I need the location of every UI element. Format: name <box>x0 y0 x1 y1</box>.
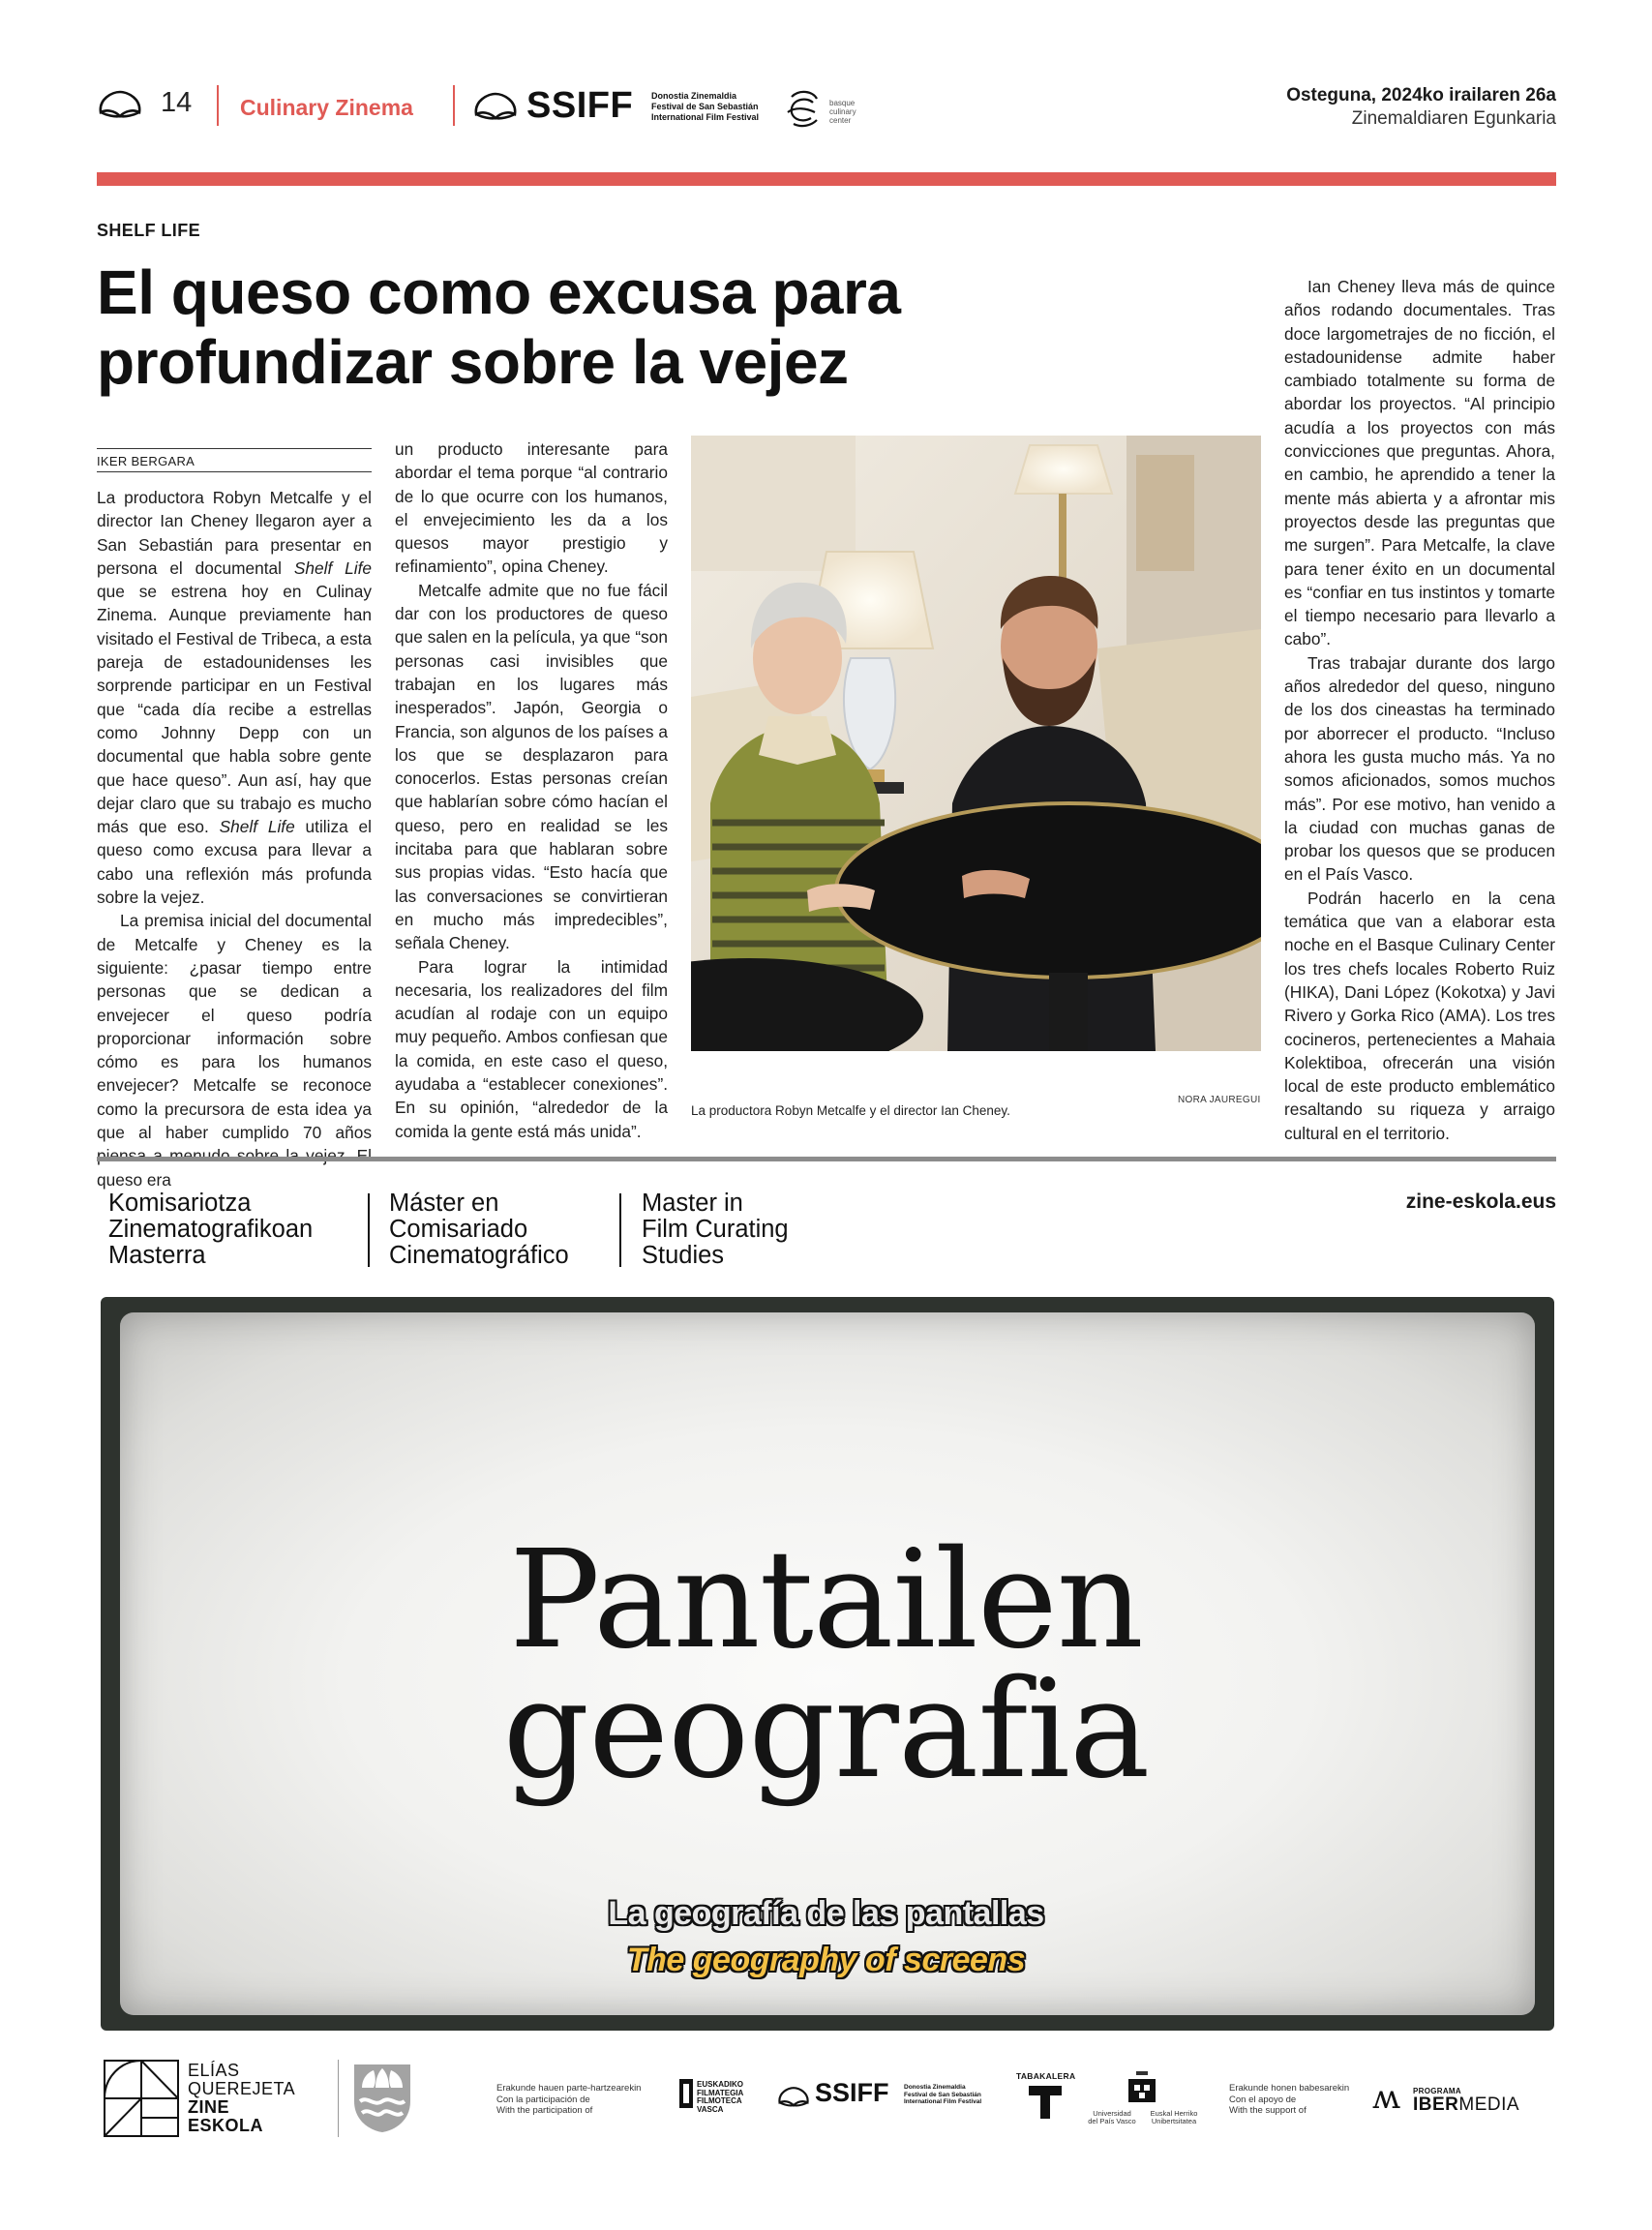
logo-line: VASCA <box>697 2104 724 2114</box>
article-column-2 <box>395 437 668 1143</box>
logo-line: del País Vasco <box>1088 2117 1136 2125</box>
gipuzkoa-shield-icon <box>352 2063 412 2134</box>
article-paragraph: Metcalfe admite que no fue fácil dar con los productores de queso que salen en la película, ya que “son personas casi invisibles que trabajan en los lugares más inesperados”. Japón, Georgia o Francia, son algunos de los países a los que se desplazaron para conocerlos. Estas personas creían que hablarían sobre cómo hacían el queso, pero en realidad se les incitaba para que hablaran sobre sus propias vidas. “Esto hacía que las conversaciones se convirtieran en mucho más impredecibles”, señala Cheney. <box>395 580 668 953</box>
subtitle-spanish: La geografía de las pantallas <box>608 1895 1044 1932</box>
article-kicker: SHELF LIFE <box>97 221 200 240</box>
program-line: Komisariotza <box>108 1190 252 1217</box>
ad-title-line-2: geografia <box>502 1651 1150 1809</box>
ssiff-shell-icon <box>776 2086 811 2111</box>
logo-line: International Film Festival <box>904 2098 982 2105</box>
ibermedia-program-label: PROGRAMA <box>1413 2087 1461 2095</box>
logo-line: FILMOTECA <box>697 2096 742 2105</box>
participation-label <box>496 2083 641 2117</box>
article-paragraph: La premisa inicial del documental de Metcalfe y Cheney es la siguiente: ¿pasar tiempo entre personas que se dedican a envejecer el queso podría proporcionar información sobre cómo es para los humanos envejecer? Metcalfe se reconoce como la precursora de esta idea ya que al haber cumplido 70 años queso era <box>97 911 372 1190</box>
upv-name-es <box>1084 2110 1140 2125</box>
school-line: ESKOLA <box>188 2116 264 2135</box>
film-title: Shelf Life <box>219 817 295 837</box>
festival-line: International Film Festival <box>651 112 760 122</box>
tabakalera-logo-text: TABAKALERA <box>1016 2071 1076 2081</box>
support-label <box>1229 2083 1349 2117</box>
school-line: ELÍAS <box>188 2061 240 2080</box>
program-line: Zinematografikoan <box>108 1216 314 1243</box>
elias-querejeta-logo-icon <box>104 2060 179 2137</box>
festival-line: Donostia Zinemaldia <box>651 91 737 101</box>
program-line: Master in <box>642 1190 743 1217</box>
newspaper-name: Zinemaldiaren Egunkaria <box>1351 108 1556 129</box>
page-header <box>97 85 1556 134</box>
article-headline: El queso como excusa para profundizar sobre la vejez <box>97 257 901 397</box>
program-title-es <box>389 1190 569 1269</box>
ssiff-shell-icon <box>470 91 521 126</box>
logo-line: Universidad <box>1093 2109 1131 2118</box>
program-line: Comisariado <box>389 1216 528 1243</box>
article-bottom-rule <box>97 1157 1556 1161</box>
film-title: Shelf Life <box>293 558 372 578</box>
ssiff-footer-lines <box>904 2084 981 2106</box>
article-byline: IKER BERGARA <box>97 448 372 472</box>
subtitle-english: The geography of screens <box>626 1942 1026 1978</box>
partner-line: culinary <box>829 107 856 116</box>
text-run: La productora Robyn Metcalfe y el director Ian Cheney llegaron ayer a San Sebastián para presentar en persona el documental <box>97 488 372 578</box>
article-paragraph: Tras trabajar durante dos largo años alrededor del queso, ninguno de los dos cineastas ha terminado por aborrecer el producto. “Incluso ahora les gusta mucho más. Ya no somos aficionados, somos muchos más”. Por ese motivo, han venido a la ciudad con muchas ganas de probar los quesos que se producen en el País Vasco. <box>1284 652 1555 885</box>
label-line: With the support of <box>1229 2105 1307 2116</box>
logo-line: Unibertsitatea <box>1151 2117 1197 2125</box>
festival-line: Festival de San Sebastián <box>651 102 759 111</box>
logo-line: FILMATEGIA <box>697 2088 744 2097</box>
section-name: Culinary Zinema <box>240 95 413 120</box>
label-line: Erakunde honen babesarekin <box>1229 2083 1350 2094</box>
text-run: que se estrena hoy en Culinay Zinema. Aunque previamente han visitado el Festival de Tribeca, a esta pareja de estadounidenses les sorprende participar en un Festival que “cada día recibe a estrellas como Johnny Depp con un documental que habla sobre gente que hace queso”. Aun así, hay que dejar claro que su trabajo es mucho más que eso. <box>97 582 372 837</box>
program-line: Masterra <box>108 1242 206 1269</box>
article-paragraph: Ian Cheney lleva más de quince años rodando documentales. Tras doce largometrajes de no ficción, el estadounidense admite haber cambiado totalmente su forma de abordar los proyectos. “Al principio acudía a los proyectos con más convicciones que preguntas. Ahora, en cambio, he aprendido a tener la mente más abierta y a afrontar mis proyectos desde las preguntas que me surgen”. Para Metcalfe, la clave para tener éxito en un documental es “confiar en tus instintos y tomarte el tiempo necesario para llevarlo a cabo”. <box>1284 277 1555 649</box>
partner-line: center <box>829 116 852 125</box>
upv-ehu-logo-icon <box>1123 2071 1161 2106</box>
article-paragraph: un producto interesante para abordar el tema porque “al contrario de lo que ocurre con los humanos, el envejecimiento les da a los quesos mayor prestigio y refinamiento”, opina Cheney. <box>395 439 668 577</box>
filmoteca-logo-icon <box>679 2079 693 2108</box>
ibermedia-logo-icon: ʍ <box>1372 2078 1401 2117</box>
text-run: utiliza el queso como excusa para llevar a cabo una reflexión más profunda sobre la vejez. <box>97 817 372 908</box>
logo-line: Donostia Zinemaldia <box>904 2084 966 2091</box>
header-divider <box>453 85 455 126</box>
program-line: Cinematográfico <box>389 1242 569 1269</box>
article-paragraph: Podrán hacerlo en la cena temática que van a elaborar esta noche en el Basque Culinary Center los tres chefs locales Roberto Ruiz (HIKA), Dani López (Kokotxa) y Javi Rivero y Gorka Rico (AMA). Los tres cocineros, pertenecientes a Mahaia Kolektiboa, ofrecerán una visión local de este producto emblemático resaltando su riqueza y arraigo cultural en el territorio. <box>1284 888 1555 1143</box>
shell-logo-icon <box>97 89 143 124</box>
article-column-4 <box>1284 275 1555 1145</box>
label-line: With the participation of <box>496 2105 593 2116</box>
article-paragraph <box>97 486 372 909</box>
label-line: Con la participación de <box>496 2094 590 2105</box>
page-number: 14 <box>161 87 193 118</box>
basque-culinary-center-icon <box>784 87 823 130</box>
label-line: Erakunde hauen parte-hartzearekin <box>496 2083 642 2094</box>
basque-culinary-center-text <box>829 99 856 125</box>
school-line: ZINE <box>188 2097 230 2117</box>
ad-website-link[interactable]: zine-eskola.eus <box>1405 1190 1556 1213</box>
school-line: QUEREJETA <box>188 2079 296 2098</box>
ssiff-footer-logo-text: SSIFF <box>815 2078 889 2107</box>
logo-line: Euskal Herriko <box>1150 2109 1198 2118</box>
ad-divider <box>619 1193 621 1267</box>
program-title-en <box>642 1190 789 1269</box>
logo-line: Festival de San Sebastián <box>904 2091 981 2098</box>
elias-querejeta-logo-text <box>188 2062 295 2135</box>
interview-photo-illustration <box>691 436 1261 1051</box>
header-rule <box>97 172 1556 186</box>
logo-part: MEDIA <box>1458 2094 1520 2115</box>
header-divider <box>217 85 219 126</box>
program-line: Máster en <box>389 1190 499 1217</box>
logo-part: IBER <box>1413 2094 1459 2115</box>
program-line: Film Curating <box>642 1216 789 1243</box>
issue-date: Osteguna, 2024ko irailaren 26a <box>1286 85 1556 105</box>
article-paragraph: Para lograr la intimidad necesaria, los realizadores del film acudían al rodaje con un equipo muy pequeño. Ambos confiesan que la comida, en este caso el queso, ayudaba a “establecer conexiones”. En su opinión, “alrededor de la comida la gente está más unida”. <box>395 956 668 1141</box>
logo-line: EUSKADIKO <box>697 2080 744 2089</box>
festival-name-lines <box>651 91 759 123</box>
photo-caption: La productora Robyn Metcalfe y el director Ian Cheney. <box>691 1103 1010 1118</box>
ssiff-logo-text: SSIFF <box>526 85 634 126</box>
tabakalera-logo-icon <box>1029 2086 1062 2119</box>
filmoteca-logo-text <box>697 2081 743 2114</box>
article-column-1 <box>97 486 372 1191</box>
article-photo <box>691 436 1261 1051</box>
label-line: Con el apoyo de <box>1229 2094 1297 2105</box>
ad-divider <box>368 1193 370 1267</box>
ad-title-line-1: Pantailen <box>509 1522 1143 1679</box>
photo-credit: NORA JAUREGUI <box>1178 1095 1261 1105</box>
program-line: Studies <box>642 1242 725 1269</box>
ibermedia-logo-text <box>1413 2094 1519 2116</box>
partner-line: basque <box>829 99 856 107</box>
footer-divider <box>338 2060 339 2137</box>
program-title-eu <box>108 1190 313 1269</box>
upv-name-eu <box>1146 2110 1202 2125</box>
